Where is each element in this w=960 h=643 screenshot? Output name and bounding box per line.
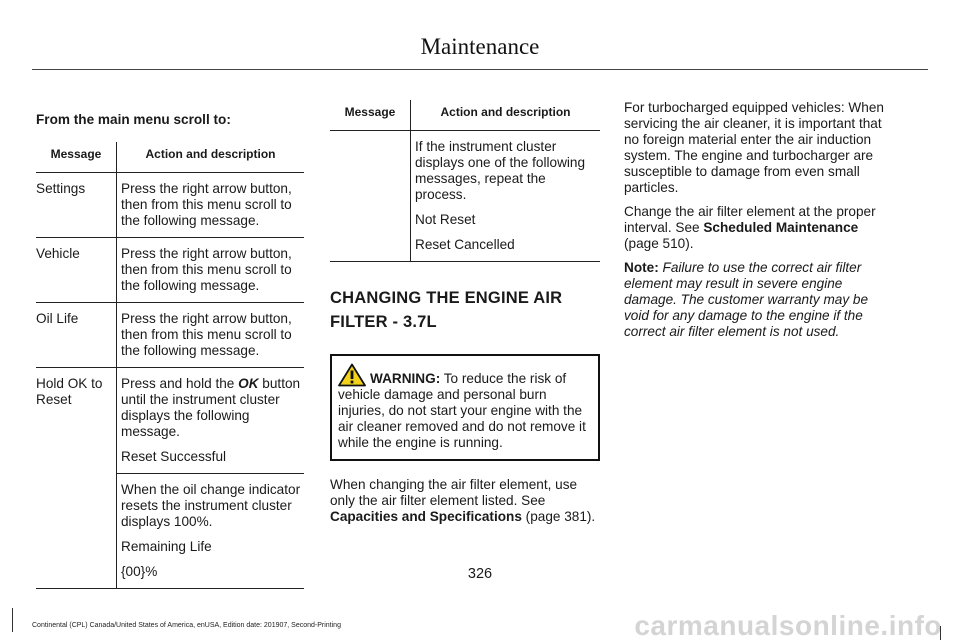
- interval-paragraph: Change the air filter element at the proper interval. See Scheduled Maintenance (page 510).: [624, 204, 876, 251]
- page-title: Maintenance: [420, 34, 540, 59]
- air-filter-paragraph: When changing the air filter element, use only the air filter element listed. See Capacities and Specifications (page 381).: [330, 477, 596, 524]
- row-message: Oil Life: [36, 303, 117, 368]
- table-row: [330, 131, 600, 262]
- crop-mark-left: [12, 608, 27, 632]
- capacities-link[interactable]: Capacities and Specifications: [330, 509, 522, 524]
- section-heading: CHANGING THE ENGINE AIR FILTER - 3.7L: [330, 289, 563, 331]
- table-row: [36, 238, 304, 303]
- table-row: [36, 303, 304, 368]
- description-text: When the oil change indicator resets the instrument cluster displays 100%.: [121, 482, 301, 529]
- description-text: Press and hold the OK button until the instrument cluster displays the following message.: [121, 376, 301, 439]
- scheduled-maintenance-link[interactable]: Scheduled Maintenance: [703, 220, 859, 235]
- description-text: Press the right arrow button, then from this menu scroll to the following message.: [121, 181, 292, 228]
- warning-triangle-icon: [338, 363, 366, 387]
- table-header-row: [36, 142, 304, 173]
- ok-button-label: OK: [238, 376, 259, 391]
- row-message: Hold OK to Reset: [36, 368, 117, 474]
- row-description: [117, 303, 305, 368]
- footer-edition: Continental (CPL) Canada/United States of America, enUSA, Edition date: 201907, Second-Printing: [32, 622, 341, 629]
- title-divider: [32, 69, 928, 70]
- warning-box: [330, 354, 600, 461]
- description-text: Remaining Life: [121, 539, 212, 554]
- watermark: carmanualsonline.info: [634, 610, 942, 641]
- description-text: Reset Successful: [121, 449, 227, 464]
- note-paragraph: [624, 260, 896, 340]
- turbo-paragraph: For turbocharged equipped vehicles: When servicing the air cleaner, it is important that no foreign material enter the air induction system. The engine and turbocharger are susceptible to damage from even small particles.: [624, 100, 884, 195]
- description-text: Press the right arrow button, then from this menu scroll to the following message.: [121, 246, 292, 293]
- row-description: [117, 238, 305, 303]
- page-number: 326: [467, 566, 493, 582]
- description-text: Not Reset: [415, 212, 476, 227]
- description-text: If the instrument cluster displays one of the following messages, repeat the process.: [415, 139, 586, 202]
- warning-text: To reduce the risk of vehicle damage and personal burn injuries, do not start your engine with the air cleaner removed and do not remove it while the engine is running.: [338, 371, 586, 450]
- header-action: Action and description: [117, 142, 305, 173]
- header-message: Message: [36, 142, 117, 173]
- row-description: [411, 131, 601, 262]
- column-1: [36, 112, 304, 589]
- note-text: Failure to use the correct air filter element may result in severe engine damage. The customer warranty may be void for any damage to the engine if the correct air filter element is not used.: [624, 260, 869, 339]
- column-2: [330, 100, 600, 533]
- row-message: Vehicle: [36, 238, 117, 303]
- row-description: [117, 173, 305, 238]
- description-text: Press the right arrow button, then from this menu scroll to the following message.: [121, 311, 292, 358]
- header-message: Message: [330, 100, 411, 131]
- table-header-row: [330, 100, 600, 131]
- row-description: [117, 368, 305, 474]
- reset-messages-table: [330, 100, 600, 262]
- row-message: Settings: [36, 173, 117, 238]
- crop-mark-right: [940, 626, 942, 640]
- description-text: {00}%: [121, 564, 158, 579]
- column-3: [624, 100, 896, 348]
- table-row: [36, 368, 304, 474]
- description-text: Reset Cancelled: [415, 237, 515, 252]
- oil-life-menu-table: [36, 142, 304, 589]
- warning-label: WARNING:: [370, 371, 441, 386]
- intro-text: From the main menu scroll to:: [36, 112, 231, 127]
- row-message: [330, 131, 411, 262]
- table-row: [36, 173, 304, 238]
- header-action: Action and description: [411, 100, 601, 131]
- note-label: Note:: [624, 260, 659, 275]
